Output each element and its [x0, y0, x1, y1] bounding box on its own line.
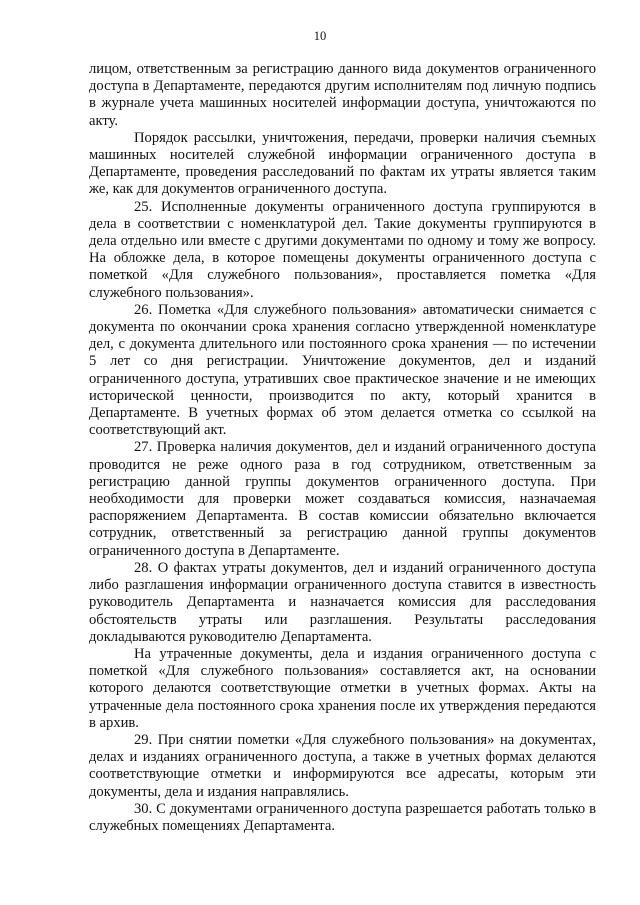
paragraph-item-25: 25. Исполненные документы ограниченного доступа группируются в дела в соответствии с номенклатурой дел. Такие документы группируются в дела отдельно или вместе с другими документами по одному и тому же вопросу. На обложке дела, в которое помещены документы ограниченного доступа с пометкой «Для служебного пользования», проставляется пометка «Для служебного пользования».	[89, 198, 596, 301]
paragraph-item-26: 26. Пометка «Для служебного пользования» автоматически снимается с документа по окончании срока хранения согласно утвержденной номенклатуре дел, с документа длительного или постоянного срока хранения — по истечении 5 лет со дня регистрации. Уничтожение документов, дел и изданий ограниченного доступа, утративших свое практическое значение и не имеющих исторической ценности, производится по акту, который хранится в Департаменте. В учетных формах об этом делается отметка со ссылкой на соответствующий акт.	[89, 301, 596, 439]
paragraph-continuation: лицом, ответственным за регистрацию данного вида документов ограниченного доступа в Департаменте, передаются другим исполнителям под личную подпись в журнале учета машинных носителей информации доступа, уничтожаются по акту.	[89, 61, 596, 129]
paragraph-lost-documents-act: На утраченные документы, дела и издания ограниченного доступа с пометкой «Для служебного пользования» составляется акт, на основании которого делаются соответствующие отметки в учетных формах. Акты на утраченные дела постоянного срока хранения после их утверждения передаются в архив.	[89, 645, 596, 731]
paragraph-item-27: 27. Проверка наличия документов, дел и изданий ограниченного доступа проводится не реже одного раза в год сотрудником, ответственным за регистрацию данной группы документов ограниченного доступа. При необходимости для проверки может создаваться комиссия, назначаемая распоряжением Департамента. В состав комиссии обязательно включается сотрудник, ответственный за регистрацию данной группы документов ограниченного доступа в Департаменте.	[89, 439, 596, 559]
paragraph-removable-media-procedure: Порядок рассылки, уничтожения, передачи, проверки наличия съемных машинных носителей служебной информации ограниченного доступа в Департаменте, проведения расследований по фактам их утраты является таким же, как для документов ограниченного доступа.	[89, 129, 596, 198]
paragraph-item-30: 30. С документами ограниченного доступа разрешается работать только в служебных помещениях Департамента.	[89, 800, 596, 834]
page-number: 10	[313, 29, 327, 43]
paragraph-item-29: 29. При снятии пометки «Для служебного пользования» на документах, делах и изданиях ограниченного доступа, а также в учетных формах делаются соответствующие отметки и информируются все адресаты, которым эти документы, дела и издания направлялись.	[89, 731, 596, 800]
paragraph-item-28: 28. О фактах утраты документов, дел и изданий ограниченного доступа либо разглашения информации ограниченного доступа ставится в известность руководитель Департамента и назначается комиссия для расследования обстоятельств утраты или разглашения. Результаты расследования докладываются руководителю Департамента.	[89, 559, 596, 645]
document-body	[89, 61, 596, 835]
